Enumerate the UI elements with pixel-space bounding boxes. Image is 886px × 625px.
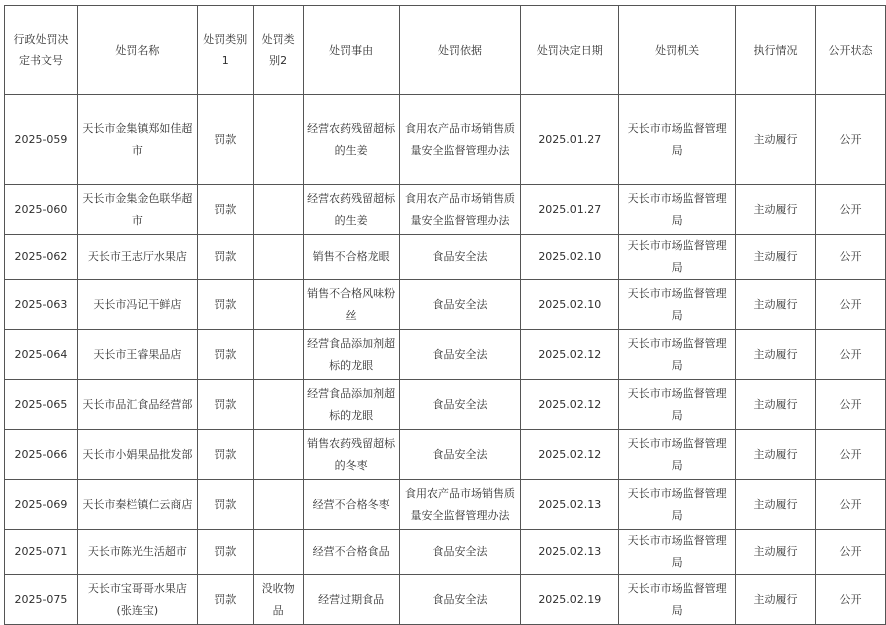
table-row (5, 280, 886, 330)
cell-decision-date: 2025.02.12 (521, 430, 619, 480)
cell-decision-number: 2025-065 (5, 380, 78, 430)
header-penalty-category-1: 处罚类别1 (197, 6, 253, 95)
cell-penalty-authority: 天长市市场监督管理局 (619, 95, 736, 185)
header-decision-date: 处罚决定日期 (521, 6, 619, 95)
cell-decision-date: 2025.02.13 (521, 530, 619, 575)
cell-penalty-name: 天长市金集金色联华超市 (77, 185, 197, 235)
cell-penalty-authority: 天长市市场监督管理局 (619, 430, 736, 480)
cell-penalty-reason: 经营不合格冬枣 (303, 480, 399, 530)
cell-penalty-reason: 经营农药残留超标的生姜 (303, 185, 399, 235)
cell-penalty-category-2 (253, 380, 303, 430)
table-row (5, 530, 886, 575)
cell-public-status: 公开 (816, 280, 886, 330)
cell-penalty-authority: 天长市市场监督管理局 (619, 530, 736, 575)
cell-public-status: 公开 (816, 480, 886, 530)
cell-penalty-reason: 经营食品添加剂超标的龙眼 (303, 380, 399, 430)
cell-decision-date: 2025.02.10 (521, 235, 619, 280)
cell-decision-date: 2025.02.12 (521, 380, 619, 430)
cell-penalty-category-1: 罚款 (197, 530, 253, 575)
cell-penalty-category-2 (253, 530, 303, 575)
table-row (5, 95, 886, 185)
cell-penalty-category-2 (253, 430, 303, 480)
cell-penalty-category-2 (253, 95, 303, 185)
cell-penalty-name: 天长市小娟果品批发部 (77, 430, 197, 480)
header-decision-number: 行政处罚决定书文号 (5, 6, 78, 95)
cell-penalty-basis: 食用农产品市场销售质量安全监督管理办法 (399, 480, 521, 530)
cell-penalty-category-1: 罚款 (197, 330, 253, 380)
table-row (5, 480, 886, 530)
header-execution-status: 执行情况 (736, 6, 816, 95)
cell-penalty-reason: 经营不合格食品 (303, 530, 399, 575)
cell-decision-number: 2025-059 (5, 95, 78, 185)
cell-penalty-authority: 天长市市场监督管理局 (619, 185, 736, 235)
cell-penalty-basis: 食品安全法 (399, 235, 521, 280)
cell-penalty-name: 天长市陈光生活超市 (77, 530, 197, 575)
cell-decision-date: 2025.02.10 (521, 280, 619, 330)
cell-penalty-basis: 食品安全法 (399, 430, 521, 480)
cell-penalty-basis: 食品安全法 (399, 330, 521, 380)
cell-public-status: 公开 (816, 430, 886, 480)
cell-decision-number: 2025-069 (5, 480, 78, 530)
header-penalty-authority: 处罚机关 (619, 6, 736, 95)
cell-penalty-name: 天长市宝哥哥水果店(张连宝) (77, 575, 197, 625)
cell-execution-status: 主动履行 (736, 575, 816, 625)
table-row (5, 430, 886, 480)
cell-execution-status: 主动履行 (736, 380, 816, 430)
cell-penalty-authority: 天长市市场监督管理局 (619, 280, 736, 330)
table-row (5, 380, 886, 430)
cell-penalty-name: 天长市王睿果品店 (77, 330, 197, 380)
cell-penalty-basis: 食品安全法 (399, 530, 521, 575)
cell-decision-number: 2025-071 (5, 530, 78, 575)
cell-penalty-basis: 食品安全法 (399, 280, 521, 330)
cell-penalty-authority: 天长市市场监督管理局 (619, 380, 736, 430)
cell-penalty-reason: 经营农药残留超标的生姜 (303, 95, 399, 185)
cell-penalty-name: 天长市王志厅水果店 (77, 235, 197, 280)
cell-penalty-authority: 天长市市场监督管理局 (619, 480, 736, 530)
cell-decision-number: 2025-060 (5, 185, 78, 235)
cell-penalty-reason: 销售不合格风味粉丝 (303, 280, 399, 330)
cell-penalty-name: 天长市冯记干鲜店 (77, 280, 197, 330)
cell-decision-number: 2025-062 (5, 235, 78, 280)
cell-public-status: 公开 (816, 185, 886, 235)
cell-execution-status: 主动履行 (736, 330, 816, 380)
cell-decision-number: 2025-063 (5, 280, 78, 330)
header-penalty-category-2: 处罚类别2 (253, 6, 303, 95)
cell-decision-number: 2025-064 (5, 330, 78, 380)
cell-penalty-category-1: 罚款 (197, 280, 253, 330)
cell-penalty-category-2 (253, 480, 303, 530)
cell-penalty-category-1: 罚款 (197, 380, 253, 430)
penalty-table (4, 5, 886, 625)
cell-penalty-basis: 食品安全法 (399, 380, 521, 430)
cell-penalty-category-1: 罚款 (197, 480, 253, 530)
cell-penalty-category-1: 罚款 (197, 95, 253, 185)
cell-penalty-reason: 销售农药残留超标的冬枣 (303, 430, 399, 480)
cell-execution-status: 主动履行 (736, 430, 816, 480)
header-penalty-reason: 处罚事由 (303, 6, 399, 95)
cell-public-status: 公开 (816, 330, 886, 380)
cell-decision-date: 2025.02.19 (521, 575, 619, 625)
table-header-row (5, 6, 886, 95)
cell-public-status: 公开 (816, 530, 886, 575)
cell-public-status: 公开 (816, 235, 886, 280)
cell-decision-number: 2025-066 (5, 430, 78, 480)
cell-penalty-name: 天长市品汇食品经营部 (77, 380, 197, 430)
cell-penalty-category-1: 罚款 (197, 430, 253, 480)
cell-execution-status: 主动履行 (736, 480, 816, 530)
cell-penalty-name: 天长市秦栏镇仁云商店 (77, 480, 197, 530)
cell-penalty-category-1: 罚款 (197, 185, 253, 235)
header-public-status: 公开状态 (816, 6, 886, 95)
cell-execution-status: 主动履行 (736, 95, 816, 185)
cell-penalty-reason: 经营过期食品 (303, 575, 399, 625)
cell-decision-date: 2025.01.27 (521, 185, 619, 235)
cell-decision-date: 2025.01.27 (521, 95, 619, 185)
header-penalty-name: 处罚名称 (77, 6, 197, 95)
cell-penalty-authority: 天长市市场监督管理局 (619, 235, 736, 280)
cell-execution-status: 主动履行 (736, 235, 816, 280)
cell-decision-number: 2025-075 (5, 575, 78, 625)
cell-penalty-category-2 (253, 280, 303, 330)
header-penalty-basis: 处罚依据 (399, 6, 521, 95)
cell-penalty-category-2: 没收物品 (253, 575, 303, 625)
table-row (5, 185, 886, 235)
cell-penalty-category-2 (253, 330, 303, 380)
cell-execution-status: 主动履行 (736, 530, 816, 575)
table-row (5, 330, 886, 380)
cell-penalty-name: 天长市金集镇郑如佳超市 (77, 95, 197, 185)
cell-penalty-authority: 天长市市场监督管理局 (619, 330, 736, 380)
cell-public-status: 公开 (816, 575, 886, 625)
cell-penalty-category-1: 罚款 (197, 235, 253, 280)
cell-penalty-category-1: 罚款 (197, 575, 253, 625)
cell-execution-status: 主动履行 (736, 280, 816, 330)
cell-penalty-authority: 天长市市场监督管理局 (619, 575, 736, 625)
cell-penalty-category-2 (253, 235, 303, 280)
cell-penalty-basis: 食用农产品市场销售质量安全监督管理办法 (399, 185, 521, 235)
cell-decision-date: 2025.02.13 (521, 480, 619, 530)
cell-penalty-basis: 食品安全法 (399, 575, 521, 625)
cell-public-status: 公开 (816, 95, 886, 185)
cell-public-status: 公开 (816, 380, 886, 430)
cell-penalty-category-2 (253, 185, 303, 235)
cell-penalty-reason: 经营食品添加剂超标的龙眼 (303, 330, 399, 380)
cell-penalty-reason: 销售不合格龙眼 (303, 235, 399, 280)
cell-penalty-basis: 食用农产品市场销售质量安全监督管理办法 (399, 95, 521, 185)
cell-decision-date: 2025.02.12 (521, 330, 619, 380)
table-row (5, 235, 886, 280)
table-row (5, 575, 886, 625)
cell-execution-status: 主动履行 (736, 185, 816, 235)
